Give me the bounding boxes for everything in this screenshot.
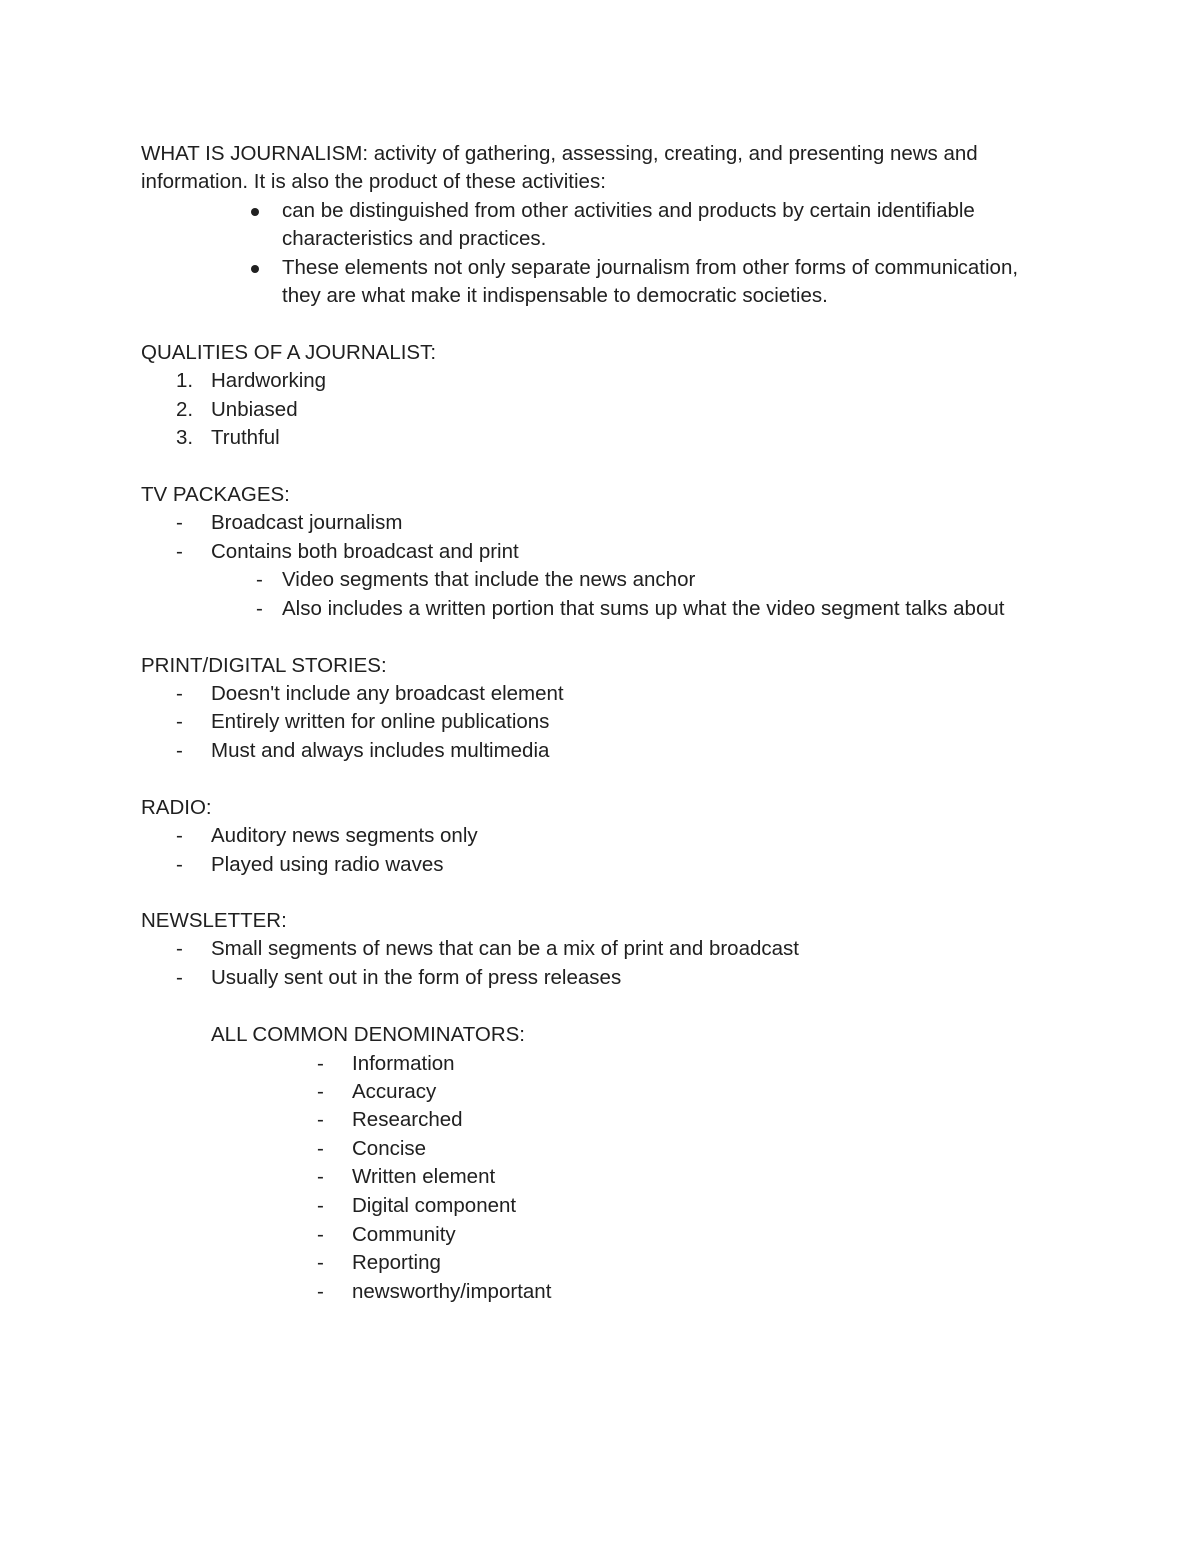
list-dash: - xyxy=(176,966,183,989)
list-dash: - xyxy=(317,1251,324,1274)
list-item: Community xyxy=(352,1223,456,1246)
list-item: Must and always includes multimedia xyxy=(211,739,550,762)
list-dash: - xyxy=(176,739,183,762)
list-number: 2. xyxy=(176,398,194,421)
list-item: Reporting xyxy=(352,1251,441,1274)
list-item: Truthful xyxy=(211,426,280,449)
qualities-heading: QUALITIES OF A JOURNALIST: xyxy=(141,341,437,364)
list-item: Auditory news segments only xyxy=(211,824,478,847)
list-item: Digital component xyxy=(352,1194,517,1217)
newsletter-heading: NEWSLETTER: xyxy=(141,909,287,932)
list-item: Played using radio waves xyxy=(211,853,444,876)
list-dash: - xyxy=(317,1108,324,1131)
list-item: Unbiased xyxy=(211,398,298,421)
radio-heading: RADIO: xyxy=(141,796,212,819)
list-dash: - xyxy=(317,1052,324,1075)
list-dash: - xyxy=(317,1165,324,1188)
list-dash: - xyxy=(176,824,183,847)
list-item: Information xyxy=(352,1052,455,1075)
list-dash: - xyxy=(176,511,183,534)
list-item: Small segments of news that can be a mix of print and broadcast xyxy=(211,937,799,960)
list-subitem: Video segments that include the news anchor xyxy=(282,568,696,591)
list-item: Broadcast journalism xyxy=(211,511,403,534)
list-dash: - xyxy=(317,1194,324,1217)
journalism-definition-line-1: WHAT IS JOURNALISM: activity of gathering, assessing, creating, and presenting news and xyxy=(141,142,978,165)
list-dash: - xyxy=(176,853,183,876)
list-item: Accuracy xyxy=(352,1080,437,1103)
journalism-bullet-2-line-2: they are what make it indispensable to democratic societies. xyxy=(282,284,828,307)
journalism-bullet-2-line-1: These elements not only separate journalism from other forms of communication, xyxy=(282,256,1019,279)
journalism-definition-line-2: information. It is also the product of these activities: xyxy=(141,170,606,193)
list-subitem: Also includes a written portion that sums up what the video segment talks about xyxy=(282,597,1005,620)
common-denominators-heading: ALL COMMON DENOMINATORS: xyxy=(211,1023,525,1046)
list-item: Hardworking xyxy=(211,369,327,392)
list-item: Written element xyxy=(352,1165,496,1188)
journalism-bullet-1-line-2: characteristics and practices. xyxy=(282,227,547,250)
list-dash: - xyxy=(176,540,183,563)
print-digital-heading: PRINT/DIGITAL STORIES: xyxy=(141,654,387,677)
list-number: 1. xyxy=(176,369,194,392)
list-dash: - xyxy=(317,1080,324,1103)
list-dash: - xyxy=(256,597,263,620)
list-item: Concise xyxy=(352,1137,427,1160)
list-item: Doesn't include any broadcast element xyxy=(211,682,564,705)
list-item: newsworthy/important xyxy=(352,1280,552,1303)
list-item: Researched xyxy=(352,1108,463,1131)
list-dash: - xyxy=(317,1137,324,1160)
list-number: 3. xyxy=(176,426,194,449)
list-item: Contains both broadcast and print xyxy=(211,540,519,563)
bullet-dot-icon xyxy=(251,208,259,216)
list-dash: - xyxy=(176,937,183,960)
tv-packages-heading: TV PACKAGES: xyxy=(141,483,290,506)
list-dash: - xyxy=(317,1223,324,1246)
list-dash: - xyxy=(176,682,183,705)
list-item: Usually sent out in the form of press releases xyxy=(211,966,622,989)
list-dash: - xyxy=(317,1280,324,1303)
list-dash: - xyxy=(176,710,183,733)
journalism-bullet-1-line-1: can be distinguished from other activities and products by certain identifiable xyxy=(282,199,975,222)
bullet-dot-icon xyxy=(251,265,259,273)
list-item: Entirely written for online publications xyxy=(211,710,550,733)
list-dash: - xyxy=(256,568,263,591)
